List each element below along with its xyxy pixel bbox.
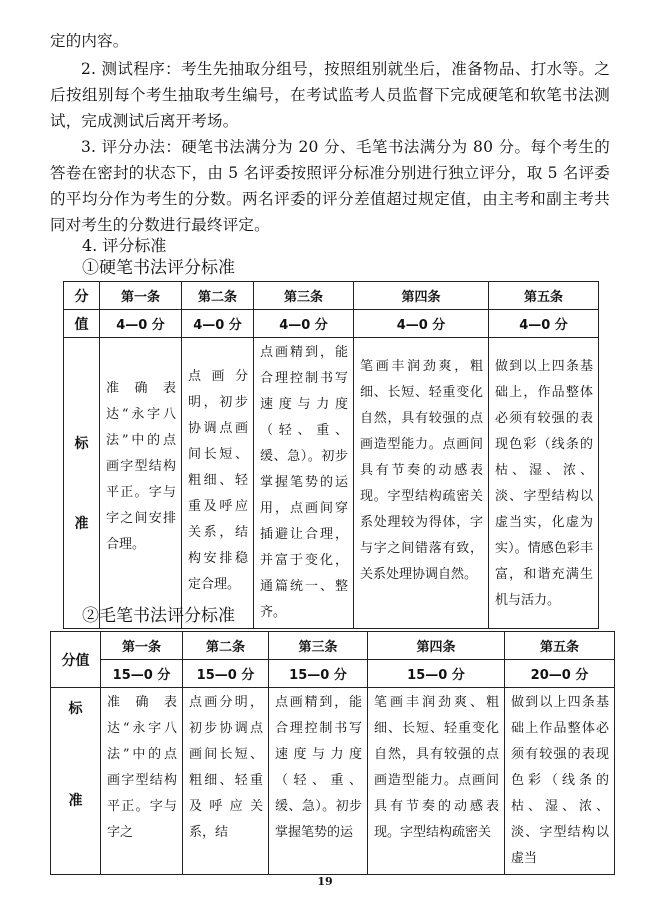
- table1-heading: ①硬笔书法评分标准: [82, 258, 235, 278]
- table2-column-header: 第三条: [269, 632, 368, 660]
- table1-column-header: 第一条: [100, 282, 182, 310]
- table2-column-header: 第四条: [368, 632, 505, 660]
- table1-label-top: 标: [74, 436, 89, 452]
- table2-criteria-text: 点画精到，能合理控制书写速度与力度（轻、重、缓、急）。初步掌握笔势的运: [275, 695, 362, 840]
- brush-scoring-table: [50, 631, 615, 875]
- table2-criteria-row: [51, 688, 615, 875]
- table2-column-header: 第五条: [505, 632, 615, 660]
- table2-heading: ②毛笔书法评分标准: [82, 606, 235, 626]
- table1-column-header-row: [64, 282, 599, 310]
- table2-label-top: 标: [68, 701, 83, 717]
- table2-criteria-cell: [101, 688, 183, 875]
- table2-corner: 分值: [51, 632, 101, 688]
- paragraph-continuation: 定的内容。: [50, 32, 129, 50]
- table2-score-cell: 20—0 分: [505, 660, 615, 688]
- table2-criteria-cell: [183, 688, 269, 875]
- table1-score-cell: 4—0 分: [182, 310, 254, 338]
- table1-criteria-cell: [354, 338, 489, 629]
- table1-column-header: 第五条: [489, 282, 599, 310]
- table1-score-cell: 4—0 分: [100, 310, 182, 338]
- table2-score-cell: 15—0 分: [368, 660, 505, 688]
- table2-score-cell: 15—0 分: [101, 660, 183, 688]
- table1-label-bottom: 准: [74, 516, 89, 532]
- table1-column-header: 第四条: [354, 282, 489, 310]
- section-heading-scoring-standard: 4. 评分标准: [82, 236, 167, 255]
- table2-score-row: [51, 660, 615, 688]
- table2-label-bottom: 准: [68, 793, 83, 809]
- table1-criteria-text: 笔画丰润劲爽，粗细、长短、轻重变化自然，具有较强的点画造型能力。点画间具有节奏的动感表现。字型结构疏密关系处理较为得体，字与字之间错落有致，关系处理协调自然。: [360, 359, 483, 582]
- table1-score-cell: 4—0 分: [354, 310, 489, 338]
- paragraph-scoring-method: 3. 评分办法：硬笔书法满分为 20 分、毛笔书法满分为 80 分。每个考生的答卷在密封的状态下，由 5 名评委按照评分标准分别进行独立评分，取 5 名评委的平均分作为考生的分数。两名评委的评分差值超过规定值，由主考和副主考共同对考生的分数进行最终评定。: [50, 138, 610, 234]
- table2-criteria-cell: [368, 688, 505, 875]
- table1-criteria-text: 准确表达“永字八法”中的点画字型结构平正。字与字之间安排合理。: [106, 381, 176, 552]
- table1-score-cell: 4—0 分: [489, 310, 599, 338]
- table2-criteria-text: 做到以上四条基础上作品整体必须有较强的表现色彩（线条的枯、湿、浓、淡、字型结构以虚当: [511, 695, 609, 866]
- table1-criteria-text: 点画精到，能合理控制书写速度与力度（轻、重、缓、急）。初步掌握笔势的运用，点画间穿插避让合理，并富于变化，通篇统一、整齐。: [260, 345, 348, 620]
- table2-score-cell: 15—0 分: [269, 660, 368, 688]
- page-number: 19: [317, 875, 333, 888]
- table2-score-cell: 15—0 分: [183, 660, 269, 688]
- table2-column-header-row: [51, 632, 615, 660]
- table1-criteria-cell: [100, 338, 182, 629]
- table2-criteria-text: 准确表达“永字八法”中的点画字型结构平正。字与字之: [107, 695, 177, 840]
- table1-score-row: [64, 310, 599, 338]
- table1-criteria-cell: [254, 338, 354, 629]
- table1-criteria-text: 做到以上四条基础上，作品整体必须有较强的表现色彩（线条的枯、湿、浓、淡、字型结构以虚当实，化虚为实）。情感色彩丰富，和谐充满生机与活力。: [495, 359, 593, 608]
- table1-criteria-cell: [489, 338, 599, 629]
- table1-row-label: [64, 338, 100, 629]
- table1-criteria-cell: [182, 338, 254, 629]
- table2-column-header: 第二条: [183, 632, 269, 660]
- table2-column-header: 第一条: [101, 632, 183, 660]
- table2-criteria-cell: [269, 688, 368, 875]
- table2-criteria-text: 笔画丰润劲爽、粗细、长短、轻重变化自然，具有较强的点画造型能力。点画间具有节奏的动感表现。字型结构疏密关: [374, 695, 499, 840]
- table1-column-header: 第二条: [182, 282, 254, 310]
- table1-corner-bottom: 值: [64, 310, 100, 338]
- table1-score-cell: 4—0 分: [254, 310, 354, 338]
- table2-criteria-cell: [505, 688, 615, 875]
- table1-corner-top: 分: [64, 282, 100, 310]
- paragraph-test-procedure: 2. 测试程序：考生先抽取分组号，按照组别就坐后，准备物品、打水等。之后按组别每个考生抽取考生编号，在考试监考人员监督下完成硬笔和软笔书法测试，完成测试后离开考场。: [50, 60, 610, 130]
- hardpen-scoring-table: [63, 281, 599, 629]
- table1-column-header: 第三条: [254, 282, 354, 310]
- table2-row-label: [51, 688, 101, 875]
- table2-criteria-text: 点画分明，初步协调点画间长短、粗细、轻重及呼应关系，结: [189, 695, 263, 840]
- table1-criteria-row: [64, 338, 599, 629]
- table1-criteria-text: 点画分明，初步协调点画间长短、粗细、轻重及呼应关系，结构安排稳定合理。: [188, 369, 248, 592]
